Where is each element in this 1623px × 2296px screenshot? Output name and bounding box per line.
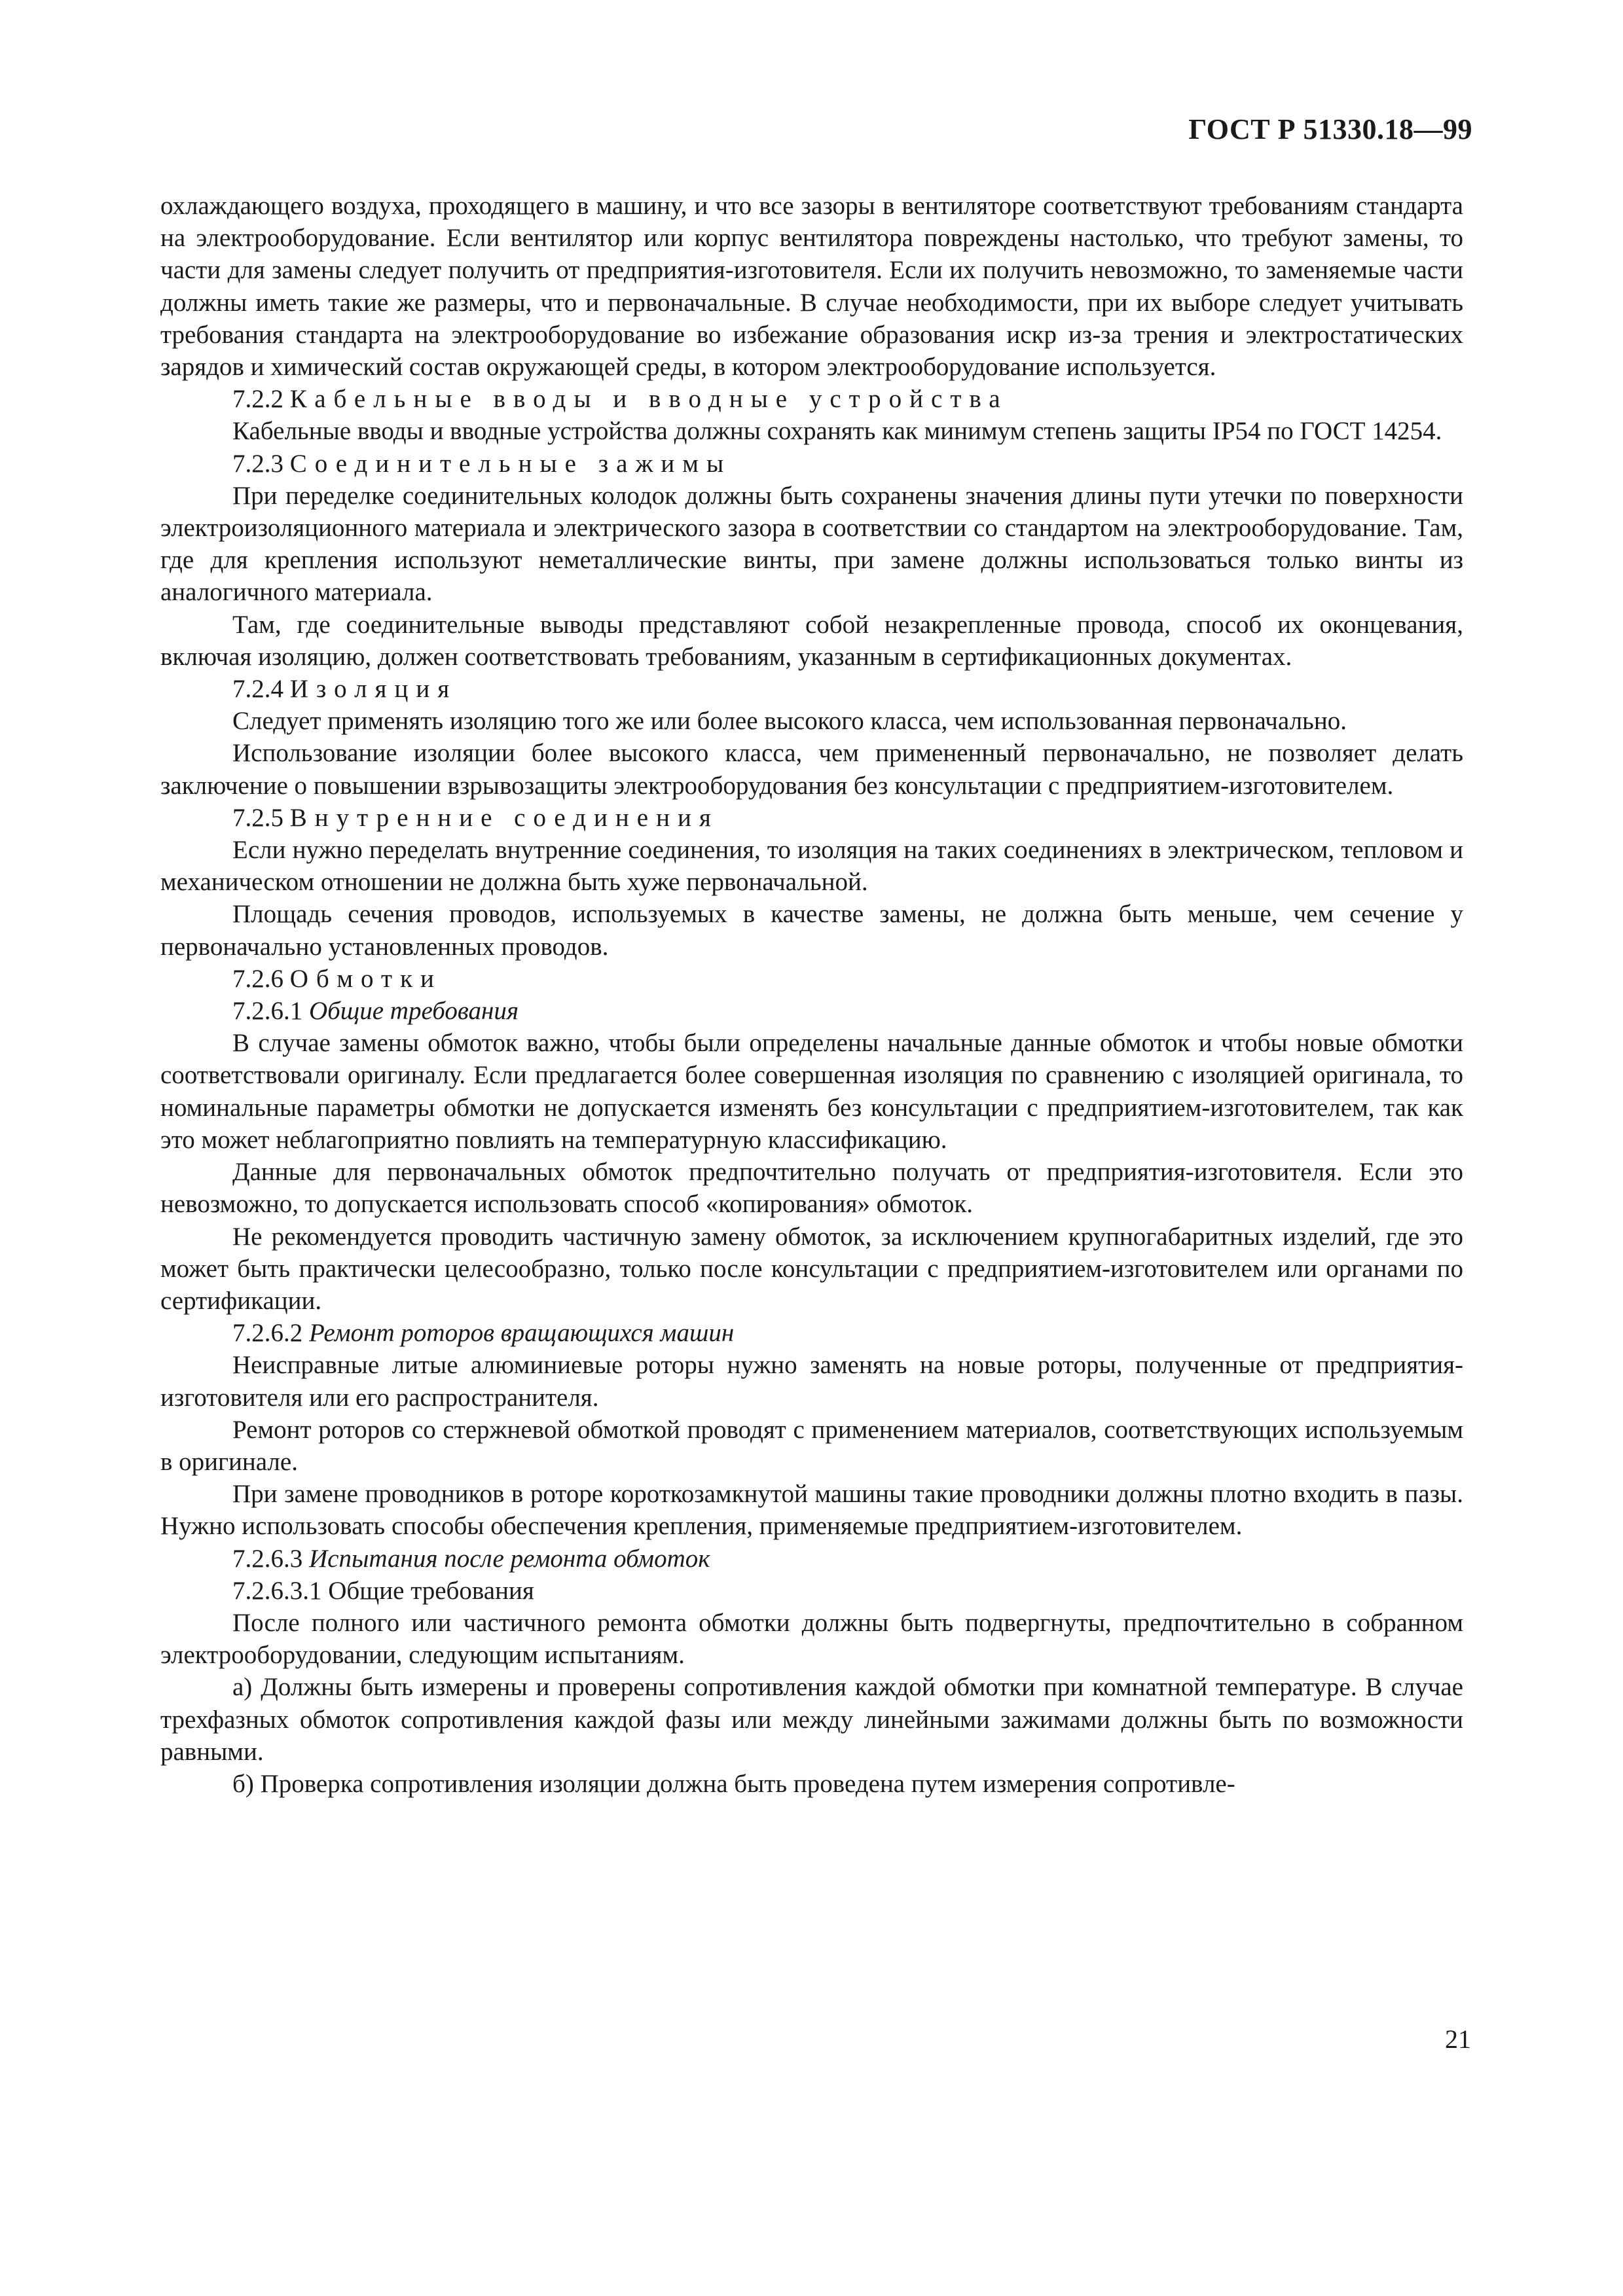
paragraph: При переделке соединительных колодок должны быть сохранены значения длины пути утечки по поверхности электроизоляционного материала и электрического зазора в соответствии со стандартом на электрооборудование. Там, где для крепления используют неметаллические винты, при замене должны использоваться только винты из аналогичного материала.: [160, 481, 1463, 607]
section-number: 7.2.4: [232, 675, 283, 704]
section-title: Изоляция: [289, 675, 458, 704]
section-number: 7.2.6.3: [232, 1544, 303, 1573]
list-item: а) Должны быть измерены и проверены сопротивления каждой обмотки при комнатной температуре. В случае трехфазных обмоток сопротивления каждой фазы или между линейными зажимами должны быть по возможности равными.: [160, 1673, 1463, 1766]
paragraph: Ремонт роторов со стержневой обмоткой проводят с применением материалов, соответствующих используемым в оригинале.: [160, 1415, 1463, 1476]
paragraph: охлаждающего воздуха, проходящего в машину, и что все зазоры в вентиляторе соответствуют требованиям стандарта на электрооборудование. Если вентилятор или корпус вентилятора повреждены настолько, что требуют замены, то части для замены следует получить от предприятия-изготовителя. Если их получить невозможно, то заменяемые части должны иметь такие же размеры, что и первоначальные. В случае необходимости, при их выборе следует учитывать требования стандарта на электрооборудование во избежание образования искр из-за трения и электростатических зарядов и химический состав окружающей среды, в котором электрооборудование используется.: [160, 192, 1463, 382]
section-title: Кабельные вводы и вводные устройства: [289, 385, 1008, 414]
section-heading: [160, 963, 1463, 995]
paragraph: При замене проводников в роторе короткозамкнутой машины такие проводники должны плотно входить в пазы. Нужно использовать способы обеспечения крепления, применяемые предприятием-изготовителем.: [160, 1480, 1463, 1541]
paragraph: Кабельные вводы и вводные устройства должны сохранять как минимум степень защиты IP54 по ГОСТ 14254.: [232, 417, 1442, 446]
paragraph: Не рекомендуется проводить частичную замену обмоток, за исключением крупногабаритных изделий, где это может быть практически целесообразно, только после консультации с предприятием-изготовителем или органами по сертификации.: [160, 1222, 1463, 1315]
subsection-heading: [160, 995, 1463, 1027]
paragraph: Там, где соединительные выводы представляют собой незакрепленные провода, способ их оконцевания, включая изоляцию, должен соответствовать требованиям, указанным в сертификационных документах.: [160, 610, 1463, 671]
section-number: 7.2.3: [232, 449, 283, 478]
section-title: Испытания после ремонта обмоток: [309, 1544, 710, 1573]
paragraph: Использование изоляции более высокого класса, чем примененный первоначально, не позволяет делать заключение о повышении взрывозащиты электрооборудования без консультации с предприятием-изготовителем.: [160, 739, 1463, 800]
section-heading: [160, 673, 1463, 705]
section-number: 7.2.5: [232, 803, 283, 832]
paragraph: Площадь сечения проводов, используемых в качестве замены, не должна быть меньше, чем сечение у первоначально установленных проводов.: [160, 900, 1463, 961]
section-title: Внутренние соединения: [289, 803, 719, 832]
subsection-heading: [160, 1317, 1463, 1349]
list-item: б) Проверка сопротивления изоляции должна быть проведена путем измерения сопротивле-: [232, 1769, 1235, 1798]
paragraph: Следует применять изоляцию того же или более высокого класса, чем использованная первоначально.: [232, 707, 1347, 736]
section-title: Ремонт роторов вращающихся машин: [309, 1319, 735, 1348]
section-heading: [160, 448, 1463, 480]
section-title: Соединительные зажимы: [289, 449, 732, 478]
section-title: Обмотки: [289, 964, 442, 993]
paragraph: Данные для первоначальных обмоток предпочтительно получать от предприятия-изготовителя. Если это невозможно, то допускается использовать способ «копирования» обмоток.: [160, 1158, 1463, 1219]
paragraph: Если нужно переделать внутренние соединения, то изоляция на таких соединениях в электрическом, тепловом и механическом отношении не должна быть хуже первоначальной.: [160, 836, 1463, 897]
section-number: 7.2.6: [232, 964, 283, 993]
section-number: 7.2.6.3.1: [232, 1576, 322, 1605]
section-title: Общие требования: [328, 1576, 534, 1605]
page-body: [160, 190, 1463, 1800]
section-number: 7.2.6.2: [232, 1319, 303, 1348]
subsection-heading: [160, 1543, 1463, 1575]
page-header-doc-id: ГОСТ Р 51330.18—99: [1188, 113, 1472, 145]
section-title: Общие требования: [309, 997, 519, 1026]
paragraph: После полного или частичного ремонта обмотки должны быть подвергнуты, предпочтительно в собранном электрооборудовании, следующим испытаниям.: [160, 1608, 1463, 1670]
section-heading: [160, 802, 1463, 834]
section-number: 7.2.2: [232, 385, 283, 414]
subsection-heading: [160, 1575, 1463, 1607]
section-heading: [160, 383, 1463, 415]
section-number: 7.2.6.1: [232, 997, 303, 1026]
page-number: 21: [1445, 2024, 1471, 2054]
paragraph: В случае замены обмоток важно, чтобы были определены начальные данные обмоток и чтобы новые обмотки соответствовали оригиналу. Если предлагается более совершенная изоляция по сравнению с изоляцией оригинала, то номинальные параметры обмотки не допускается изменять без консультации с предприятием-изготовителем, так как это может неблагоприятно повлиять на температурную классификацию.: [160, 1029, 1463, 1154]
paragraph: Неисправные литые алюминиевые роторы нужно заменять на новые роторы, полученные от предприятия-изготовителя или его распространителя.: [160, 1351, 1463, 1412]
